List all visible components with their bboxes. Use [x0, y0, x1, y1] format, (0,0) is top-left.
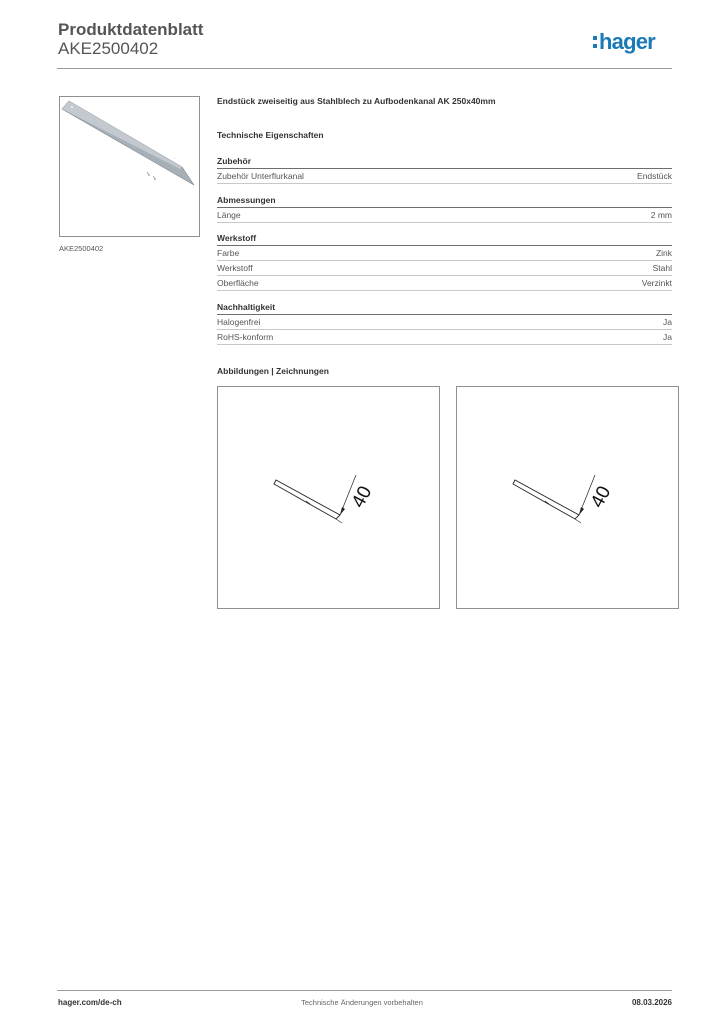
- technical-properties-heading: Technische Eigenschaften: [217, 130, 324, 140]
- spec-value: Zink: [655, 248, 672, 258]
- spec-row: [217, 246, 672, 261]
- spec-section-nachhaltigkeit: [217, 301, 672, 345]
- article-number: AKE2500402: [58, 39, 159, 58]
- spec-value: Stahl: [652, 263, 672, 273]
- spec-row: [217, 315, 672, 330]
- spec-label: Zubehör Unterflurkanal: [217, 171, 304, 181]
- dimension-label: 40: [347, 482, 377, 512]
- product-description: Endstück zweiseitig aus Stahlblech zu Aufbodenkanal AK 250x40mm: [217, 96, 496, 106]
- footer-website-link[interactable]: hager.com/de-ch: [58, 998, 122, 1007]
- spec-section-title: Werkstoff: [217, 232, 672, 246]
- spec-value: Endstück: [637, 171, 672, 181]
- drawing-illustration: [457, 387, 678, 608]
- spec-label: Länge: [217, 210, 241, 220]
- spec-section-zubehoer: [217, 155, 672, 184]
- spec-row: [217, 169, 672, 184]
- spec-section-title: Zubehör: [217, 155, 672, 169]
- logo-dot-top: [593, 36, 597, 40]
- product-image: [59, 96, 200, 237]
- drawings-heading: Abbildungen | Zeichnungen: [217, 366, 329, 376]
- footer-divider: [57, 990, 672, 991]
- spec-value: Ja: [663, 317, 672, 327]
- technical-drawing: [456, 386, 679, 609]
- spec-label: Halogenfrei: [217, 317, 261, 327]
- spec-value: 2 mm: [650, 210, 672, 220]
- spec-value: Verzinkt: [641, 278, 672, 288]
- spec-label: Farbe: [217, 248, 240, 258]
- logo-wordmark: hager: [599, 29, 655, 54]
- spec-label: Werkstoff: [217, 263, 253, 273]
- spec-row: [217, 276, 672, 291]
- spec-value: Ja: [663, 332, 672, 342]
- footer-date: 08.03.2026: [631, 998, 672, 1007]
- dimension-label: 40: [586, 482, 616, 512]
- spec-section-title: Abmessungen: [217, 194, 672, 208]
- spec-row: [217, 330, 672, 345]
- spec-section-title: Nachhaltigkeit: [217, 301, 672, 315]
- footer-notice: Technische Änderungen vorbehalten: [301, 998, 423, 1007]
- technical-drawing: [217, 386, 440, 609]
- spec-label: Oberfläche: [217, 278, 259, 288]
- product-image-caption: AKE2500402: [59, 244, 104, 253]
- spec-row: [217, 208, 672, 223]
- header-divider: [57, 68, 672, 69]
- page-title: Produktdatenblatt: [58, 20, 204, 39]
- spec-section-werkstoff: [217, 232, 672, 291]
- spec-label: RoHS-konform: [217, 332, 274, 342]
- spec-section-abmessungen: [217, 194, 672, 223]
- product-illustration: [60, 97, 199, 236]
- spec-row: [217, 261, 672, 276]
- drawing-illustration: [218, 387, 439, 608]
- hager-logo: [592, 26, 676, 58]
- logo-dot-bottom: [593, 44, 597, 48]
